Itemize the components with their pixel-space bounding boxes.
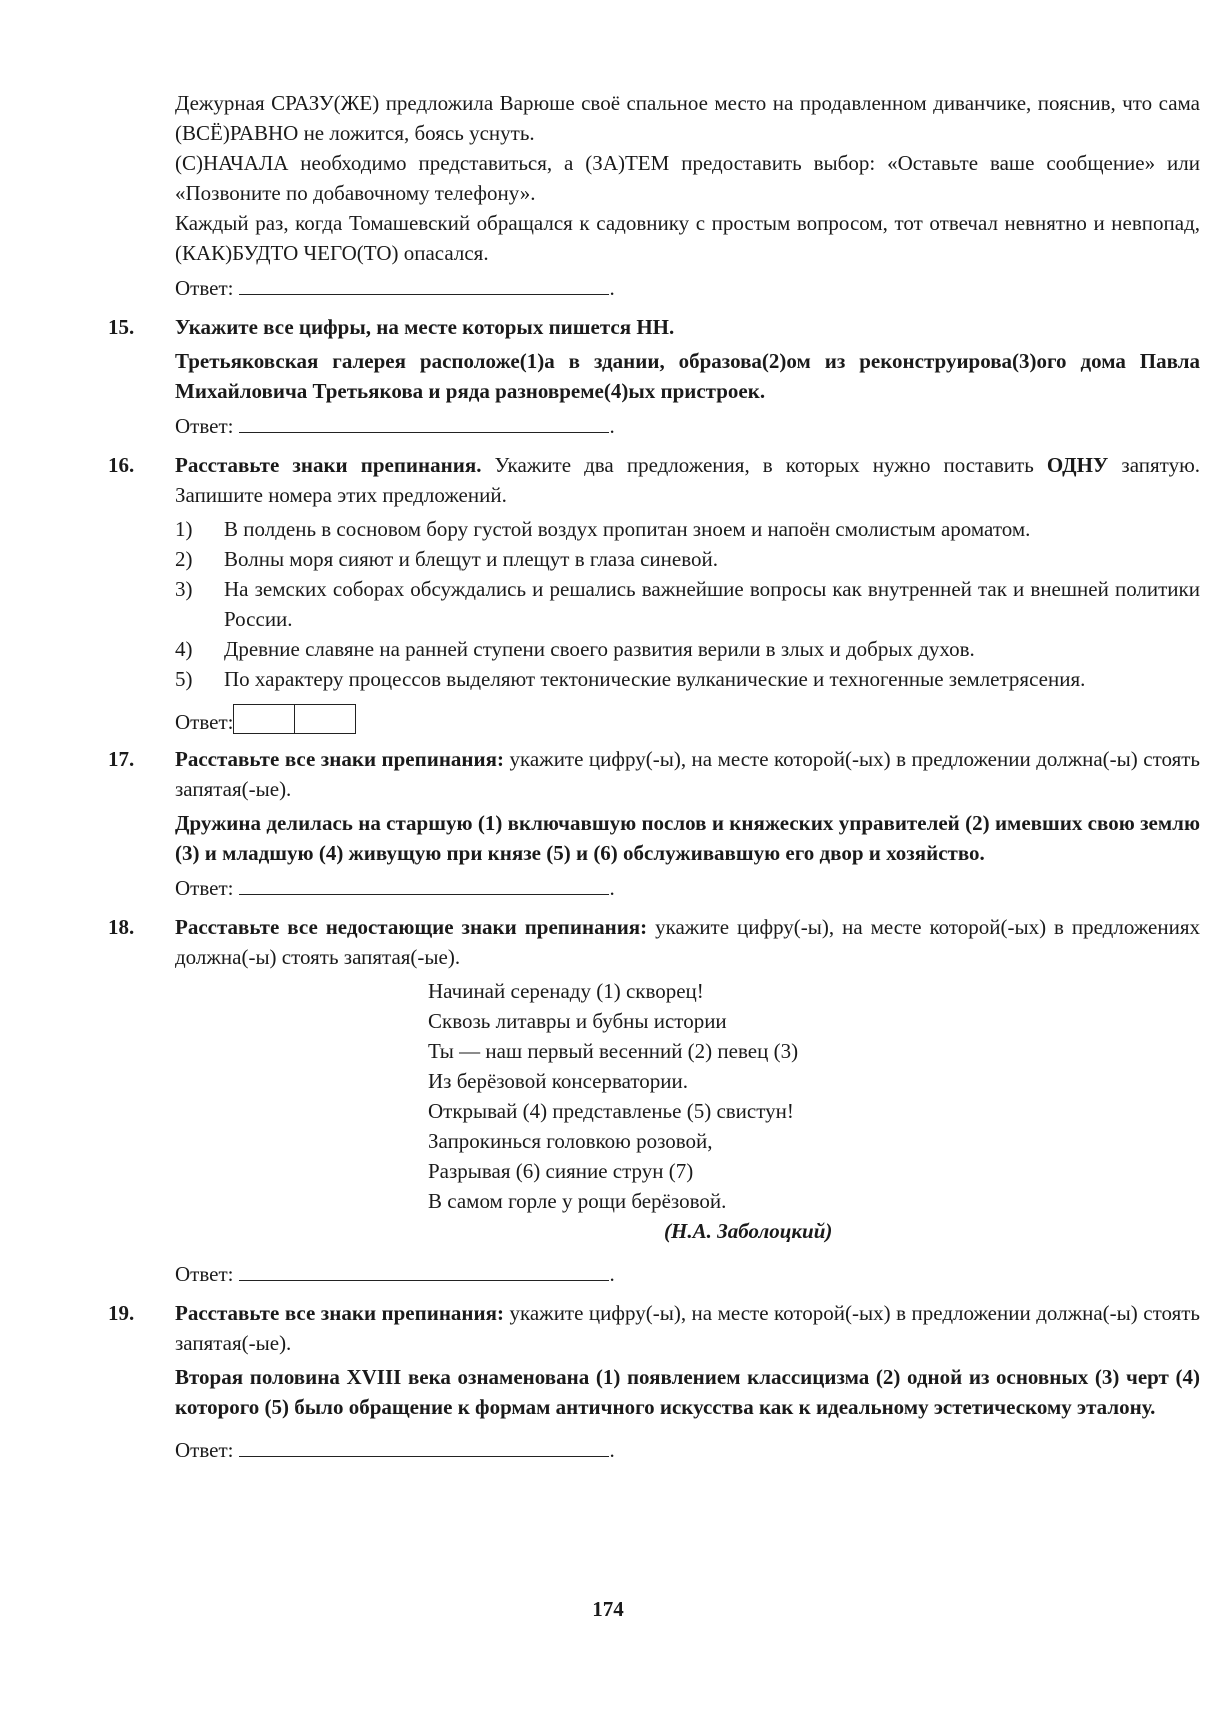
answer-label: Ответ: [175, 414, 234, 438]
answer-box-1[interactable] [234, 705, 294, 733]
task-number: 15. [108, 315, 135, 339]
poem-line: В самом горле у рощи берёзовой. [428, 1189, 727, 1213]
task-17-instruction: Расставьте все знаки препинания: укажите цифру(-ы), на месте которой(-ых) в предложении должна(-ы) стоять запятая(-ые). [175, 747, 1200, 801]
task-19 [0, 1298, 1216, 1464]
answer-label: Ответ: [175, 1262, 234, 1286]
poem-author: (Н.А. Заболоцкий) [664, 1219, 833, 1243]
answer-row-15: Ответ: . [175, 410, 1216, 440]
answer-label: Ответ: [175, 710, 234, 734]
answer-line-15[interactable] [239, 410, 609, 433]
answer-line-17[interactable] [239, 872, 609, 895]
answer-line-18[interactable] [239, 1258, 609, 1281]
task-15 [0, 312, 1216, 440]
answer-row-17: Ответ: . [175, 872, 1216, 902]
poem-line: Из берёзовой консерватории. [428, 1069, 689, 1093]
task-number: 19. [108, 1301, 135, 1325]
list-item: 5) По характеру процессов выделяют тектонические вулканические и техногенные землетрясения. [175, 667, 1086, 691]
answer-row-19: Ответ: . [175, 1434, 1216, 1464]
task-17-sentence: Дружина делилась на старшую (1) включавшую послов и княжеских управителей (2) имевших свою землю (3) и младшую (4) живущую при князе (5) и (6) обслуживавшую его двор и хозяйство. [175, 811, 1200, 865]
task-19-instruction: Расставьте все знаки препинания: укажите цифру(-ы), на месте которой(-ых) в предложении должна(-ы) стоять запятая(-ые). [175, 1301, 1200, 1355]
answer-label: Ответ: [175, 876, 234, 900]
answer-row-14: Ответ: . [175, 272, 1216, 302]
list-item: 2) Волны моря сияют и блещут и плещут в глаза синевой. [175, 547, 718, 571]
list-item: 1) В полдень в сосновом бору густой воздух пропитан зноем и напоён смолистым ароматом. [175, 517, 1031, 541]
poem-line: Сквозь литавры и бубны истории [428, 1009, 727, 1033]
answer-line-19[interactable] [239, 1434, 609, 1457]
answer-row-16 [175, 704, 1216, 734]
task-15-sentence: Третьяковская галерея расположе(1)а в здании, образова(2)ом из реконструирова(3)ого дома Павла Михайловича Третьякова и ряда разновреме(4)ых пристроек. [175, 349, 1200, 403]
poem-line: Запрокинься головкою розовой, [428, 1129, 713, 1153]
page-content [0, 88, 1216, 1464]
poem-line: Начинай серенаду (1) скворец! [428, 979, 704, 1003]
list-item: 4) Древние славяне на ранней ступени своего развития верили в злых и добрых духов. [175, 637, 975, 661]
answer-label: Ответ: [175, 1438, 234, 1462]
poem [428, 976, 1216, 1216]
task-number: 16. [108, 453, 135, 477]
list-item: 3) На земских соборах обсуждались и решались важнейшие вопросы как внутренней так и внешней политики России. [175, 577, 1200, 631]
task-16-instruction: Расставьте знаки препинания. Укажите два предложения, в которых нужно поставить ОДНУ запятую. Запишите номера этих предложений. [175, 453, 1201, 507]
task-19-sentence: Вторая половина XVIII века ознаменована (1) появлением классицизма (2) одной из основных (3) черт (4) которого (5) было обращение к формам античного искусства как к идеальному эстетическому эталону. [175, 1365, 1200, 1419]
answer-row-18: Ответ: . [175, 1258, 1216, 1288]
answer-box-2[interactable] [294, 705, 355, 733]
poem-line: Разрывая (6) сияние струн (7) [428, 1159, 694, 1183]
task-15-instruction: Укажите все цифры, на месте которых пишется НН. [175, 315, 675, 339]
task-18 [0, 912, 1216, 1288]
task-number: 17. [108, 747, 135, 771]
task-17 [0, 744, 1216, 902]
intro-sentence-3: Каждый раз, когда Томашевский обращался к садовнику с простым вопросом, тот отвечал невнятно и невпопад, (КАК)БУДТО ЧЕГО(ТО) опасался. [175, 211, 1200, 265]
poem-line: Ты — наш первый весенний (2) певец (3) [428, 1039, 799, 1063]
task-18-instruction: Расставьте все недостающие знаки препинания: укажите цифру(-ы), на месте которой(-ых) в предложениях должна(-ы) стоять запятая(-ые). [175, 915, 1200, 969]
intro-sentence-2: (С)НАЧАЛА необходимо представиться, а (ЗА)ТЕМ предоставить выбор: «Оставьте ваше сообщение» или «Позвоните по добавочному телефону». [175, 151, 1200, 205]
task-16-list [175, 514, 1200, 694]
answer-label: Ответ: [175, 276, 234, 300]
poem-line: Открывай (4) представленье (5) свистун! [428, 1099, 794, 1123]
task-16 [0, 450, 1216, 734]
task-number: 18. [108, 915, 135, 939]
page-number: 174 [592, 1597, 624, 1621]
answer-line-14[interactable] [239, 272, 609, 295]
intro-sentence-1: Дежурная СРАЗУ(ЖЕ) предложила Варюше своё спальное место на продавленном диванчике, пояснив, что сама (ВСЁ)РАВНО не ложится, боясь уснуть. [175, 91, 1200, 145]
answer-boxes [233, 704, 356, 734]
